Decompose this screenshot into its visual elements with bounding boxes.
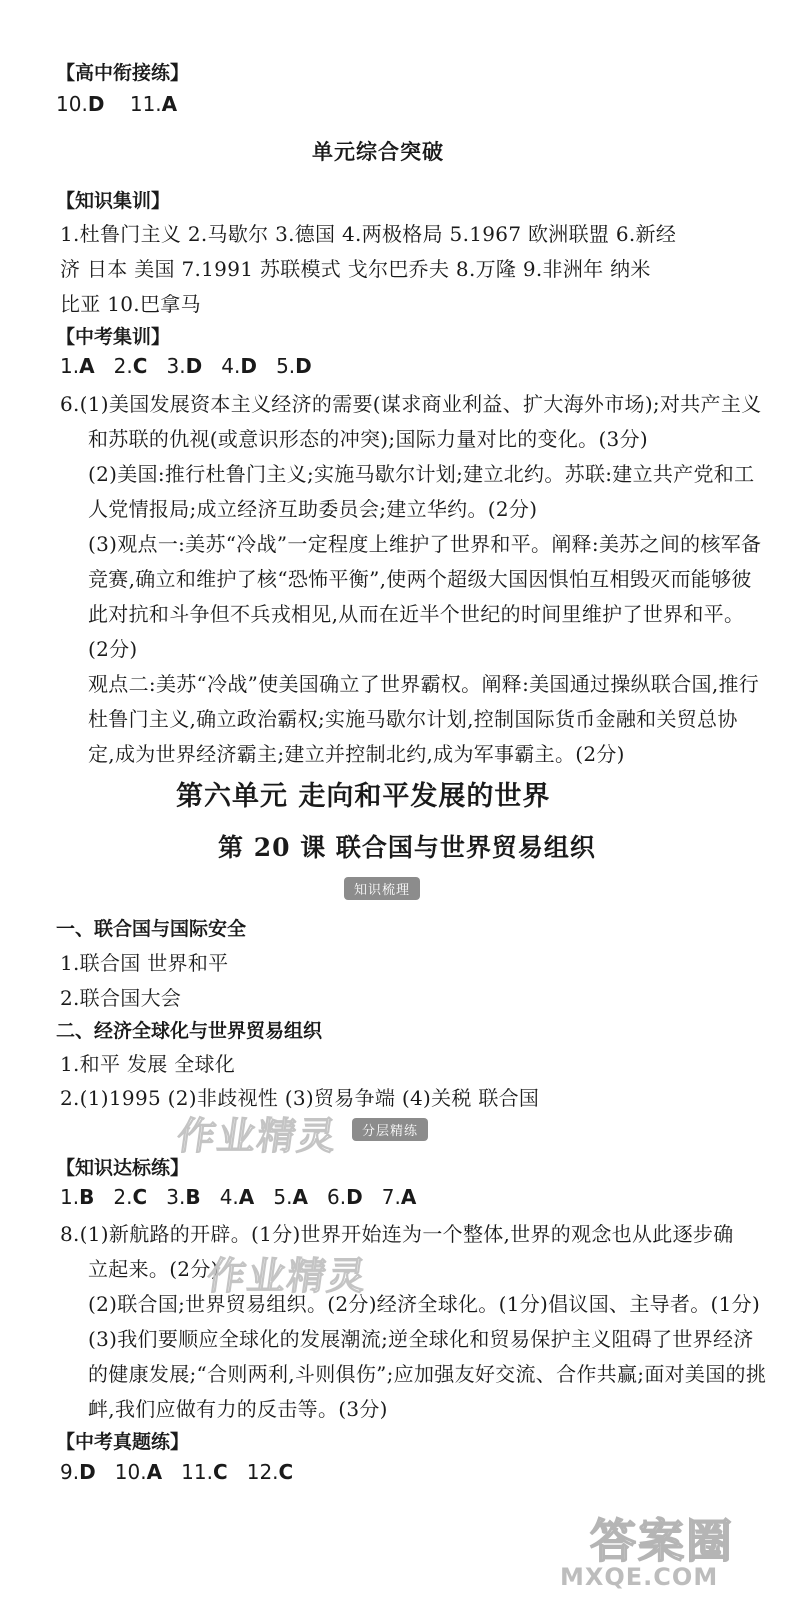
text-line: 1.联合国 世界和平 <box>60 951 229 975</box>
text-line: 和苏联的仇视(或意识形态的冲突);国际力量对比的变化。(3分) <box>88 427 648 451</box>
answer-row-s6 <box>60 1185 416 1209</box>
unit-title: 第六单元 走向和平发展的世界 <box>176 781 551 812</box>
text-line: 2.(1)1995 (2)非歧视性 (3)贸易争端 (4)关税 联合国 <box>60 1086 540 1110</box>
section-title-danyuan: 单元综合突破 <box>312 139 444 164</box>
text-line: 2.联合国大会 <box>60 986 182 1010</box>
text-line: 1.和平 发展 全球化 <box>60 1052 236 1076</box>
text-line: 济 日本 美国 7.1991 苏联模式 戈尔巴乔夫 8.万隆 9.非洲年 纳米 <box>60 257 651 281</box>
text-line: (2)美国:推行杜鲁门主义;实施马歇尔计划;建立北约。苏联:建立共产党和工 <box>88 462 755 486</box>
logo-url: MXQE.COM <box>560 1563 719 1591</box>
text-line: 此对抗和斗争但不兵戎相见,从而在近半个世纪的时间里维护了世界和平。 <box>88 602 745 626</box>
section-heading-gaozhong: 【高中衔接练】 <box>56 62 190 84</box>
text-line: (3)我们要顺应全球化的发展潮流;逆全球化和贸易保护主义阻碍了世界经济 <box>88 1327 754 1351</box>
answer-item: 10.D <box>56 92 105 116</box>
answer-item: 11.A <box>129 92 178 116</box>
answer-item: 3.B <box>166 1185 201 1209</box>
section-tag-zhishi-shuli: 知识梳理 <box>344 877 420 900</box>
answer-item: 5.D <box>276 354 312 378</box>
watermark: 作业精灵 <box>204 1254 371 1298</box>
answer-item: 2.C <box>113 1185 148 1209</box>
answer-item: 11.C <box>181 1460 228 1484</box>
text-line: 立起来。(2分) <box>88 1257 219 1281</box>
text-line: 定,成为世界经济霸主;建立并控制北约,成为军事霸主。(2分) <box>88 742 625 766</box>
text-line: 8.(1)新航路的开辟。(1分)世界开始连为一个整体,世界的观念也从此逐步确 <box>60 1222 734 1246</box>
text-line: (2分) <box>88 637 138 661</box>
text-line: 竞赛,确立和维护了核“恐怖平衡”,使两个超级大国因惧怕互相毁灭而能够彼 <box>88 567 752 591</box>
answer-row-s1 <box>56 92 177 116</box>
answer-item: 7.A <box>381 1185 417 1209</box>
section-heading-dabiao: 【知识达标练】 <box>56 1157 190 1179</box>
logo-text: 答案圈 <box>590 1514 734 1568</box>
section-heading-zhongkao: 【中考集训】 <box>56 326 171 348</box>
section-heading-lianheguo: 一、联合国与国际安全 <box>56 918 247 940</box>
answer-item: 3.D <box>166 354 203 378</box>
watermark: 作业精灵 <box>174 1114 341 1158</box>
text-line: 观点二:美苏“冷战”使美国确立了世界霸权。阐释:美国通过操纵联合国,推行 <box>88 672 760 696</box>
section-heading-jingji: 二、经济全球化与世界贸易组织 <box>56 1020 323 1042</box>
text-line: 衅,我们应做有力的反击等。(3分) <box>88 1397 388 1421</box>
answer-item: 4.D <box>221 354 257 378</box>
lesson-title: 第 20 课 联合国与世界贸易组织 <box>218 833 596 862</box>
text-line: 杜鲁门主义,确立政治霸权;实施马歇尔计划,控制国际货币金融和关贸总协 <box>88 707 738 731</box>
answer-row-s4 <box>60 354 312 378</box>
answer-item: 4.A <box>219 1185 255 1209</box>
answer-item: 2.C <box>113 354 148 378</box>
text-line: 6.(1)美国发展资本主义经济的需要(谋求商业利益、扩大海外市场);对共产主义 <box>60 392 762 416</box>
answer-item: 9.D <box>60 1460 96 1484</box>
text-line: 比亚 10.巴拿马 <box>60 292 201 316</box>
text-line: 人党情报局;成立经济互助委员会;建立华约。(2分) <box>88 497 538 521</box>
section-tag-fenceng: 分层精练 <box>352 1118 428 1141</box>
site-logo <box>560 1505 770 1595</box>
text-line: (2)联合国;世界贸易组织。(2分)经济全球化。(1分)倡议国、主导者。(1分) <box>88 1292 761 1316</box>
section-heading-zhishi: 【知识集训】 <box>56 190 171 212</box>
text-line: 的健康发展;“合则两利,斗则俱伤”;应加强友好交流、合作共赢;面对美国的挑 <box>88 1362 767 1386</box>
answer-row-s7 <box>60 1460 293 1484</box>
text-line: (3)观点一:美苏“冷战”一定程度上维护了世界和平。阐释:美苏之间的核军备 <box>88 532 762 556</box>
text-line: 1.杜鲁门主义 2.马歇尔 3.德国 4.两极格局 5.1967 欧洲联盟 6.新经 <box>60 222 677 246</box>
answer-item: 6.D <box>327 1185 363 1209</box>
section-heading-zhenti: 【中考真题练】 <box>56 1431 190 1453</box>
answer-item: 1.A <box>60 354 95 378</box>
answer-item: 10.A <box>114 1460 163 1484</box>
answer-item: 1.B <box>60 1185 95 1209</box>
answer-item: 5.A <box>273 1185 308 1209</box>
answer-item: 12.C <box>246 1460 294 1484</box>
